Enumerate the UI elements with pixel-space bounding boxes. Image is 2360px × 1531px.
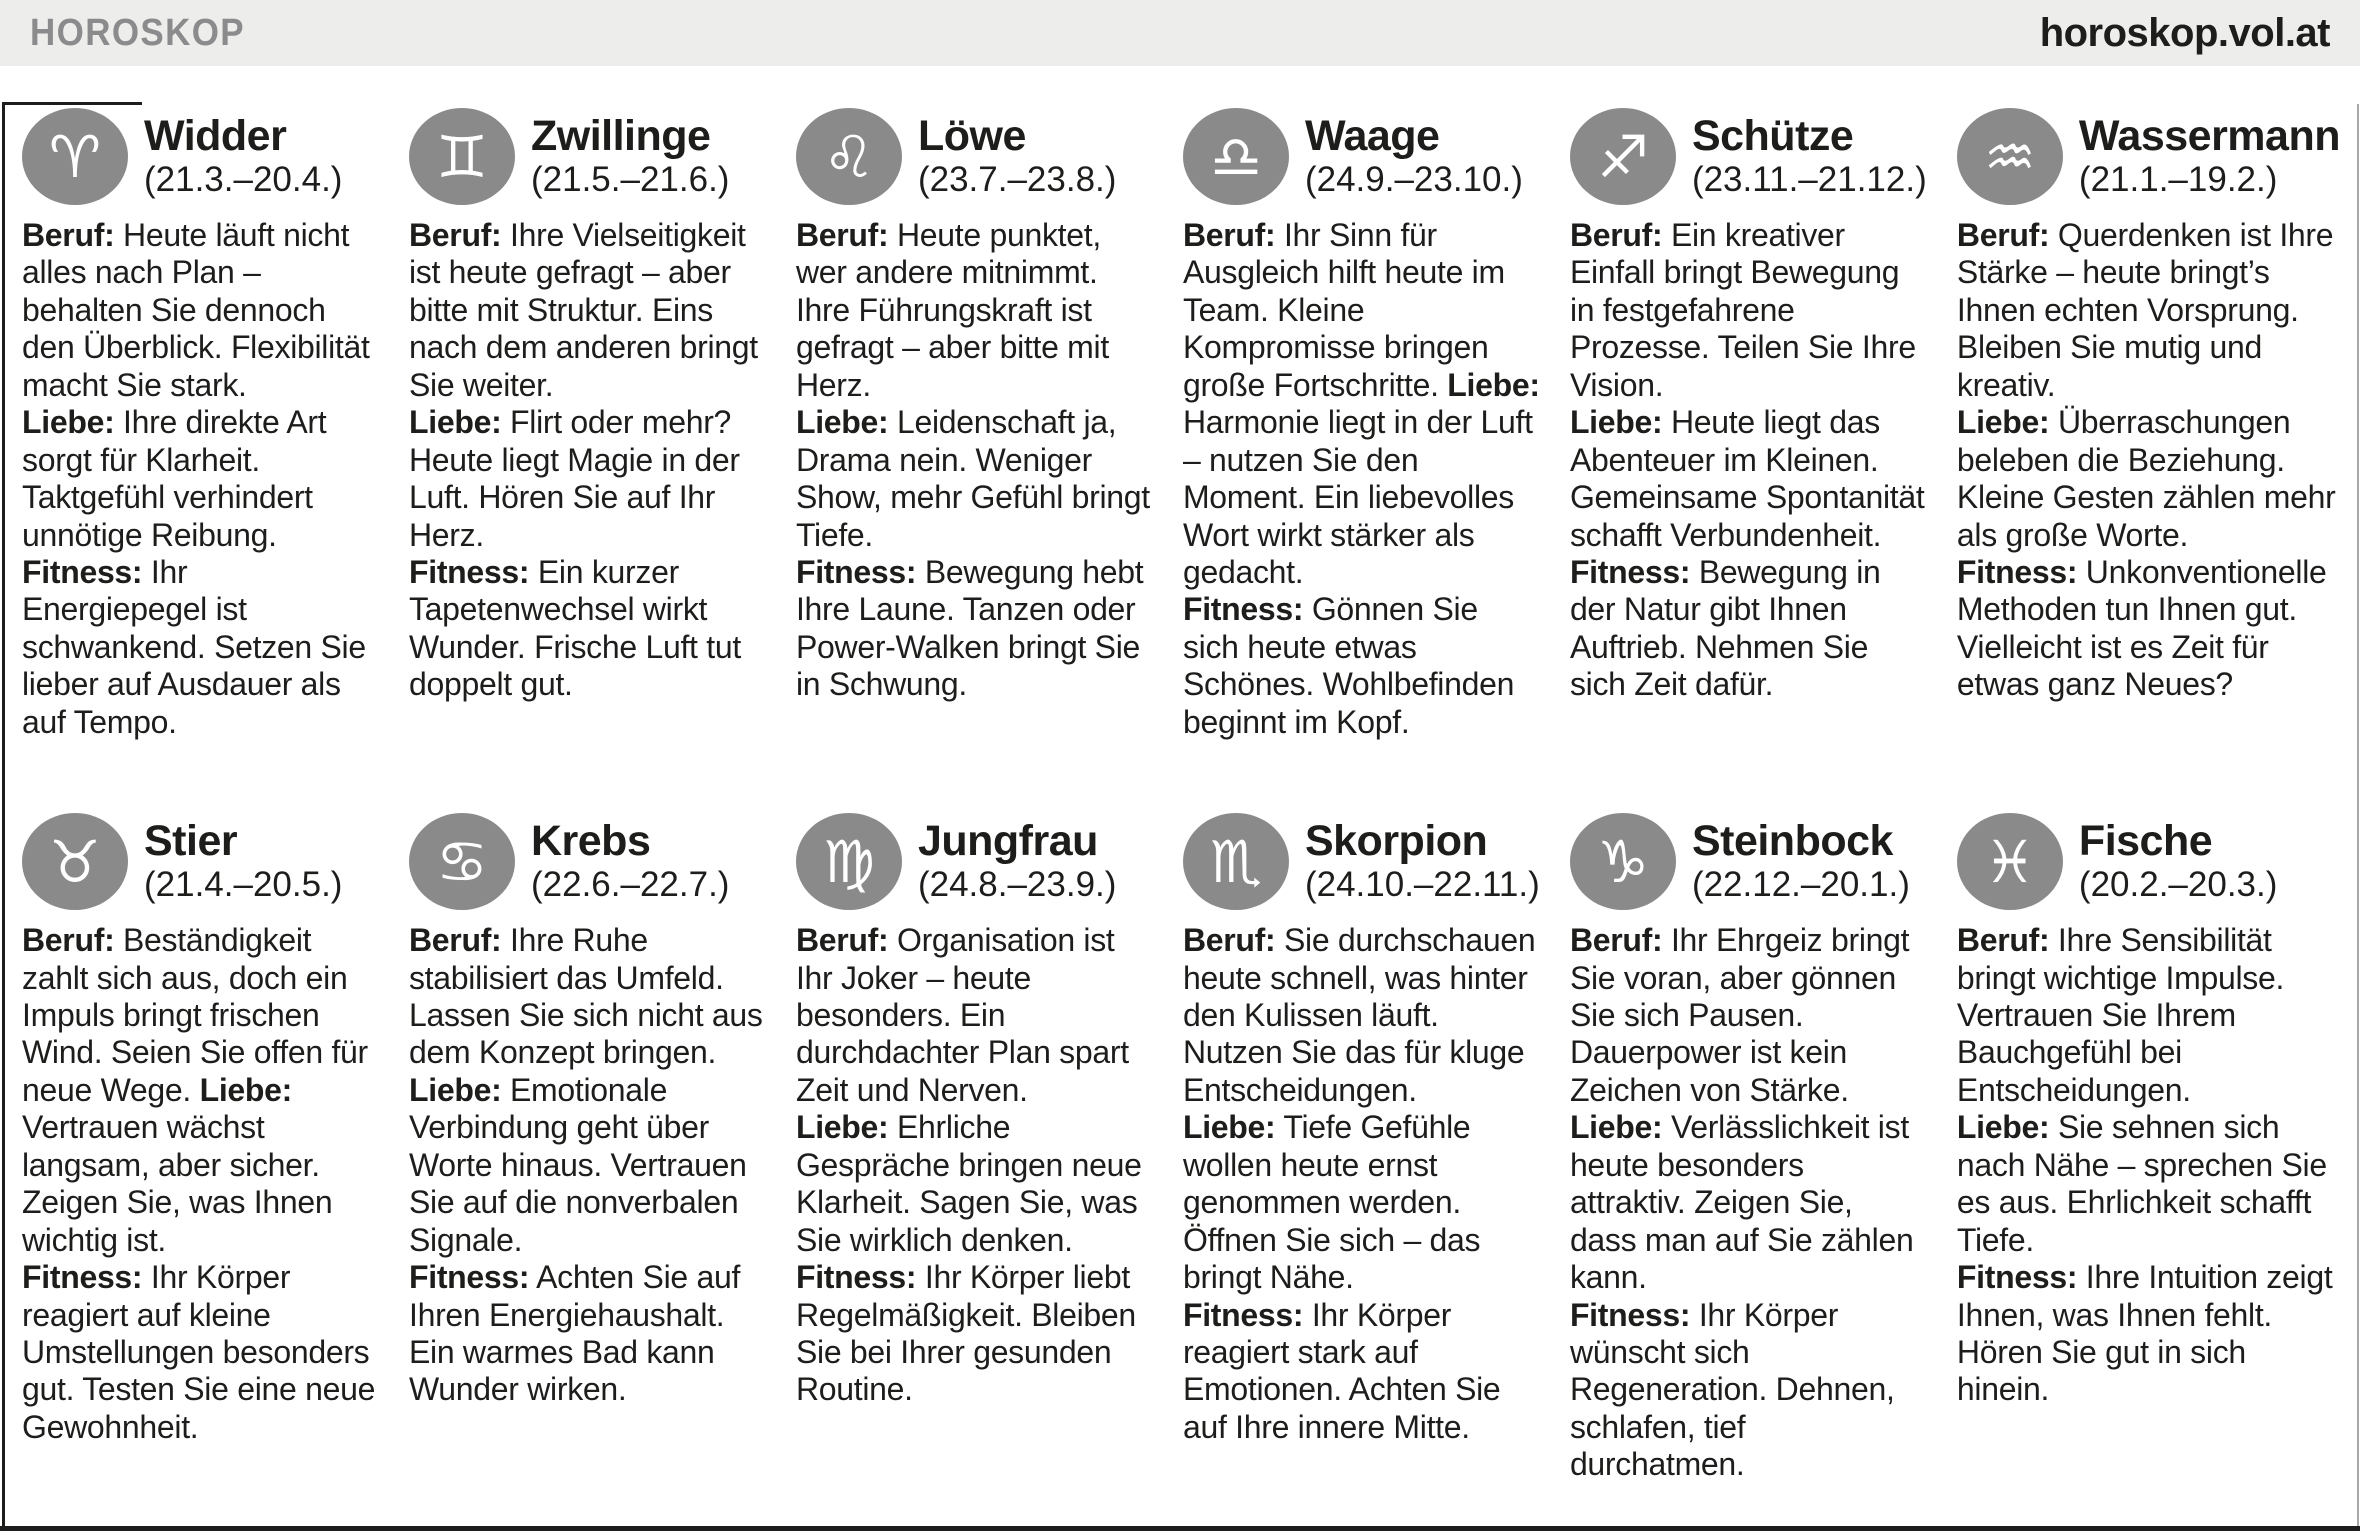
horoscope-grid (22, 108, 2340, 1484)
sign-card (1957, 813, 2340, 1484)
sign-titles (1305, 113, 1523, 201)
sign-card (409, 813, 766, 1484)
sign-paragraph: Fitness: Ihr Körper reagiert auf kleine Umstellungen besonders gut. Testen Sie eine neue Gewohnheit. (22, 1259, 376, 1445)
zodiac-glyph: ♍ (822, 827, 875, 896)
sign-dates: (21.3.–20.4.) (144, 160, 343, 200)
section-label: Fitness: (1569, 1296, 1691, 1333)
sign-paragraph: Liebe: Emotionale Verbindung geht über Worte hinaus. Vertrauen Sie auf die nonverbalen Signale. (408, 1071, 747, 1258)
sign-card (409, 108, 766, 741)
section-label: Liebe: (795, 1109, 889, 1146)
sign-card-header (22, 108, 379, 205)
sign-titles (2079, 113, 2340, 201)
sign-dates: (23.11.–21.12.) (1691, 160, 1927, 200)
section-label: Fitness: (1182, 1296, 1304, 1333)
sign-paragraph: Fitness: Bewegung in der Natur gibt Ihnen Auftrieb. Nehmen Sie sich Zeit dafür. (1569, 553, 1881, 703)
zodiac-glyph: ♐ (1596, 122, 1649, 191)
section-label: Beruf: (795, 217, 889, 253)
zodiac-glyph: ♊ (435, 122, 488, 191)
sign-text (1957, 217, 2340, 704)
section-label: Beruf: (408, 217, 502, 253)
sign-titles (1692, 113, 1927, 201)
sign-card (1570, 813, 1927, 1484)
section-label: Beruf: (795, 922, 889, 959)
section-label: Fitness: (1956, 1259, 2078, 1296)
sign-paragraph: Liebe: Ehrliche Gespräche bringen neue Klarheit. Sagen Sie, was Sie wirklich denken. (795, 1109, 1142, 1258)
scorpio-icon (1183, 813, 1289, 910)
sign-paragraph: Liebe: Verlässlichkeit ist heute besonders attraktiv. Zeigen Sie, dass man auf Sie zählen kann. (1569, 1109, 1914, 1296)
section-label: Liebe: (408, 1071, 502, 1108)
sign-paragraph: Liebe: Ihre direkte Art sorgt für Klarheit. Taktgefühl verhindert unnötige Reibung. (22, 404, 327, 553)
section-label: Beruf: (1182, 922, 1276, 959)
sign-name: Waage (1304, 111, 1440, 160)
sign-text (1957, 922, 2340, 1409)
sign-paragraph: Fitness: Bewegung hebt Ihre Laune. Tanzen oder Power-Walken bringt Sie in Schwung. (795, 553, 1144, 703)
sign-text (409, 922, 766, 1409)
left-rule (2, 104, 5, 1531)
sign-paragraph: Fitness: Ein kurzer Tapetenwechsel wirkt Wunder. Frische Luft tut doppelt gut. (408, 553, 741, 703)
page-header (0, 0, 2360, 66)
sign-name: Wassermann (2078, 111, 2340, 160)
section-label: Fitness: (22, 553, 143, 590)
section-label: Liebe: (1447, 366, 1540, 403)
section-label: Liebe: (1569, 1109, 1663, 1146)
sign-name: Skorpion (1304, 816, 1488, 865)
section-label: Fitness: (1956, 553, 2078, 590)
sign-card-header (22, 813, 379, 910)
zodiac-glyph: ♓ (1983, 827, 2036, 896)
sign-card (796, 813, 1153, 1484)
sign-card-header (409, 108, 766, 205)
sign-paragraph: Beruf: Ihr Ehrgeiz bringt Sie voran, aber gönnen Sie sich Pausen. Dauerpower ist kein Zeichen von Stärke. (1569, 922, 1910, 1108)
sign-name: Jungfrau (917, 816, 1098, 865)
zodiac-glyph: ♒ (1983, 122, 2036, 191)
aries-icon (22, 108, 128, 205)
cancer-icon (409, 813, 515, 910)
sign-name: Widder (144, 111, 287, 160)
sign-titles (1305, 818, 1540, 906)
sign-card (796, 108, 1153, 741)
sign-paragraph: Beruf: Ihre Vielseitigkeit ist heute gefragt – aber bitte mit Struktur. Eins nach dem anderen bringt Sie weiter. (408, 217, 758, 403)
section-label: Beruf: (408, 922, 502, 959)
sign-name: Zwillinge (530, 111, 711, 160)
sign-text (409, 217, 766, 704)
taurus-icon (22, 813, 128, 910)
sign-name: Steinbock (1691, 816, 1893, 865)
sign-paragraph: Liebe: Flirt oder mehr? Heute liegt Magie in der Luft. Hören Sie auf Ihr Herz. (408, 404, 740, 553)
sign-titles (918, 818, 1116, 906)
sign-name: Schütze (1691, 111, 1854, 160)
section-label: Fitness: (408, 1259, 530, 1296)
zodiac-glyph: ♏ (1209, 827, 1262, 896)
sign-paragraph: Fitness: Ihr Energiepegel ist schwankend. Setzen Sie lieber auf Ausdauer als auf Tempo. (22, 553, 366, 740)
sagittarius-icon (1570, 108, 1676, 205)
zodiac-glyph: ♈ (49, 122, 101, 191)
section-label: Liebe: (22, 404, 115, 441)
sign-dates: (21.4.–20.5.) (144, 865, 343, 905)
sign-text (22, 217, 379, 741)
sign-card-header (1957, 813, 2340, 910)
zodiac-glyph: ♋ (435, 827, 488, 896)
top-left-rule (2, 102, 142, 105)
aquarius-icon (1957, 108, 2063, 205)
section-label: Liebe: (795, 404, 889, 441)
sign-dates: (20.2.–20.3.) (2078, 865, 2278, 905)
sign-paragraph: Liebe: Überraschungen beleben die Beziehung. Kleine Gesten zählen mehr als große Worte. (1956, 404, 2336, 553)
sign-paragraph: Fitness: Ihre Intuition zeigt Ihnen, was Ihnen fehlt. Hören Sie gut in sich hinein. (1956, 1259, 2333, 1408)
section-label: Liebe: (408, 404, 502, 441)
sign-paragraph: Beruf: Ihr Sinn für Ausgleich hilft heute im Team. Kleine Kompromisse bringen große Fortschritte. Liebe: Harmonie liegt in der Luft – nutzen Sie den Moment. Ein liebevolles Wort wirkt stärker als gedacht. (1182, 217, 1540, 590)
sign-text (1183, 922, 1540, 1446)
pisces-icon (1957, 813, 2063, 910)
sign-card (22, 108, 379, 741)
sign-dates: (24.9.–23.10.) (1304, 160, 1523, 200)
sign-paragraph: Fitness: Unkonventionelle Methoden tun Ihnen gut. Vielleicht ist es Zeit für etwas ganz Neues? (1956, 553, 2327, 703)
sign-paragraph: Liebe: Heute liegt das Abenteuer im Kleinen. Gemeinsame Spontanität schafft Verbundenheit. (1569, 404, 1925, 553)
sign-paragraph: Beruf: Ihre Ruhe stabilisiert das Umfeld. Lassen Sie sich nicht aus dem Konzept bringen. (408, 922, 763, 1071)
sign-text (1183, 217, 1540, 741)
sign-card (22, 813, 379, 1484)
sign-name: Fische (2078, 816, 2213, 865)
right-rule (2357, 104, 2359, 1526)
zodiac-glyph: ♎ (1209, 122, 1262, 191)
section-label: Beruf: (1182, 217, 1276, 253)
sign-paragraph: Beruf: Heute punktet, wer andere mitnimmt. Ihre Führungskraft ist gefragt – aber bitte mit Herz. (795, 217, 1109, 403)
section-label: Liebe: (1956, 1109, 2050, 1146)
sign-card-header (796, 108, 1153, 205)
sign-paragraph: Beruf: Ein kreativer Einfall bringt Bewegung in festgefahrene Prozesse. Teilen Sie Ihre Vision. (1569, 217, 1916, 403)
sign-card-header (1183, 813, 1540, 910)
sign-card-header (796, 813, 1153, 910)
section-label: Beruf: (1569, 217, 1663, 253)
section-label: Fitness: (1569, 553, 1691, 590)
sign-card-header (1957, 108, 2340, 205)
sign-name: Krebs (530, 816, 651, 865)
sign-titles (144, 818, 342, 906)
sign-paragraph: Fitness: Ihr Körper liebt Regelmäßigkeit. Bleiben Sie bei Ihrer gesunden Routine. (795, 1259, 1136, 1408)
sign-card (1570, 108, 1927, 741)
virgo-icon (796, 813, 902, 910)
sign-text (22, 922, 379, 1446)
sign-text (1570, 922, 1927, 1484)
sign-card (1183, 108, 1540, 741)
sign-card-header (1570, 813, 1927, 910)
sign-name: Stier (144, 816, 238, 865)
sign-paragraph: Beruf: Sie durchschauen heute schnell, was hinter den Kulissen läuft. Nutzen Sie das für kluge Entscheidungen. (1182, 922, 1536, 1108)
sign-titles (2079, 818, 2277, 906)
leo-icon (796, 108, 902, 205)
site-link[interactable]: horoskop.vol.at (2039, 10, 2330, 55)
sign-paragraph: Liebe: Leidenschaft ja, Drama nein. Weniger Show, mehr Gefühl bringt Tiefe. (795, 404, 1150, 553)
section-label: Liebe: (1182, 1109, 1276, 1146)
zodiac-glyph: ♑ (1596, 827, 1649, 896)
sign-titles (531, 113, 729, 201)
section-label: Beruf: (1956, 217, 2050, 253)
sign-paragraph: Liebe: Tiefe Gefühle wollen heute ernst genommen werden. Öffnen Sie sich – das bringt Nähe. (1182, 1109, 1481, 1296)
libra-icon (1183, 108, 1289, 205)
zodiac-glyph: ♉ (49, 827, 101, 896)
sign-dates: (24.8.–23.9.) (917, 865, 1117, 905)
sign-paragraph: Beruf: Querdenken ist Ihre Stärke – heute bringt’s Ihnen echten Vorsprung. Bleiben Sie mutig und kreativ. (1956, 217, 2334, 403)
section-label: Fitness: (795, 1259, 917, 1296)
section-label: Liebe: (199, 1071, 293, 1108)
sign-titles (918, 113, 1116, 201)
sign-titles (531, 818, 729, 906)
sign-paragraph: Beruf: Ihre Sensibilität bringt wichtige Impulse. Vertrauen Sie Ihrem Bauchgefühl bei Entscheidungen. (1956, 922, 2285, 1108)
sign-titles (144, 113, 342, 201)
sign-paragraph: Fitness: Gönnen Sie sich heute etwas Schönes. Wohlbefinden beginnt im Kopf. (1182, 591, 1515, 740)
sign-card (1183, 813, 1540, 1484)
sign-text (796, 922, 1153, 1409)
sign-card-header (409, 813, 766, 910)
sign-paragraph: Fitness: Ihr Körper wünscht sich Regeneration. Dehnen, schlafen, tief durchatmen. (1569, 1296, 1895, 1483)
sign-paragraph: Fitness: Ihr Körper reagiert stark auf Emotionen. Achten Sie auf Ihre innere Mitte. (1182, 1296, 1501, 1445)
section-label: Fitness: (408, 553, 530, 590)
sign-dates: (21.1.–19.2.) (2078, 160, 2278, 200)
sign-dates: (21.5.–21.6.) (530, 160, 730, 200)
section-label: Beruf: (22, 922, 115, 959)
section-label: Fitness: (1182, 591, 1304, 628)
sign-name: Löwe (917, 111, 1026, 160)
sign-text (796, 217, 1153, 704)
sign-card (1957, 108, 2340, 741)
sign-dates: (23.7.–23.8.) (917, 160, 1117, 200)
sign-paragraph: Beruf: Beständigkeit zahlt sich aus, doch ein Impuls bringt frischen Wind. Seien Sie offen für neue Wege. Liebe: Vertrauen wächst langsam, aber sicher. Zeigen Sie, was Ihnen wichtig ist. (22, 922, 368, 1258)
sign-paragraph: Beruf: Organisation ist Ihr Joker – heute besonders. Ein durchdachter Plan spart Zeit und Nerven. (795, 922, 1129, 1108)
sign-card-header (1570, 108, 1927, 205)
section-label: Beruf: (22, 217, 115, 253)
section-label: Liebe: (1569, 404, 1663, 441)
sign-titles (1692, 818, 1910, 906)
bottom-rule (0, 1526, 2360, 1531)
sign-dates: (22.6.–22.7.) (530, 865, 730, 905)
page-title: HOROSKOP (30, 11, 246, 54)
sign-text (1570, 217, 1927, 704)
section-label: Liebe: (1956, 404, 2050, 441)
section-label: Fitness: (795, 553, 917, 590)
capricorn-icon (1570, 813, 1676, 910)
sign-paragraph: Fitness: Achten Sie auf Ihren Energiehaushalt. Ein warmes Bad kann Wunder wirken. (408, 1259, 741, 1408)
gemini-icon (409, 108, 515, 205)
sign-dates: (24.10.–22.11.) (1304, 865, 1540, 905)
zodiac-glyph: ♌ (822, 122, 875, 191)
section-label: Fitness: (22, 1259, 143, 1296)
sign-card-header (1183, 108, 1540, 205)
sign-dates: (22.12.–20.1.) (1691, 865, 1910, 905)
section-label: Beruf: (1956, 922, 2050, 959)
sign-paragraph: Beruf: Heute läuft nicht alles nach Plan – behalten Sie dennoch den Überblick. Flexibilität macht Sie stark. (22, 217, 370, 403)
sign-paragraph: Liebe: Sie sehnen sich nach Nähe – sprechen Sie es aus. Ehrlichkeit schafft Tiefe. (1956, 1109, 2327, 1258)
section-label: Beruf: (1569, 922, 1663, 959)
